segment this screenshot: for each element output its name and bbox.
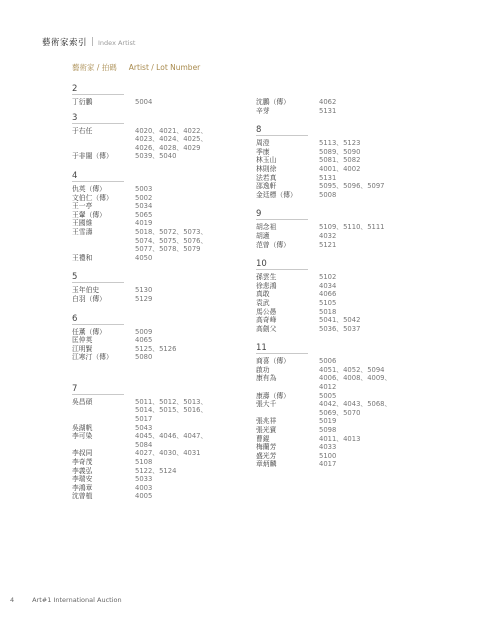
index-column-right: [256, 84, 426, 469]
artist-entry: [256, 325, 426, 334]
stroke-count-heading: 3: [72, 112, 78, 123]
lot-numbers: 5109、5110、5111: [319, 223, 385, 232]
stroke-count-heading: 2: [72, 84, 78, 94]
artist-entry: [256, 282, 426, 291]
artist-name: 季康: [256, 147, 270, 156]
lot-numbers: 4011、4013: [319, 434, 361, 443]
lot-numbers: 5019: [319, 417, 337, 426]
artist-entry: [72, 345, 222, 354]
artist-name: 白羽（傳）: [72, 294, 106, 303]
artist-name: 馬公愚: [256, 307, 277, 316]
stroke-count-heading: 11: [256, 343, 267, 354]
artist-entry: [256, 374, 426, 391]
artist-name: 高奇峰: [256, 316, 277, 325]
lot-numbers: 5006: [319, 357, 337, 366]
artist-entry: [72, 211, 222, 220]
stroke-count-heading: 9: [256, 209, 262, 220]
artist-entry: [72, 202, 222, 211]
artist-name: 高劍父: [256, 324, 277, 333]
lot-numbers: 5089、5090: [319, 147, 361, 156]
artist-name: 江明賢: [72, 344, 93, 353]
artist-entry: [72, 458, 222, 467]
header-title-en: Index Artist: [98, 39, 136, 47]
artist-entry: [256, 357, 426, 366]
lot-numbers: 4020、4021、4022、 4023、4024、4025、 4026、4028、4029: [135, 126, 208, 152]
artist-entry: [256, 148, 426, 157]
lot-numbers: 5130: [135, 286, 153, 295]
lot-numbers: 5121: [319, 240, 337, 249]
artist-entry: [72, 424, 222, 433]
artist-name: 康有為: [256, 374, 277, 383]
heading-rule: [256, 269, 308, 270]
stroke-count-heading: 4: [72, 170, 78, 181]
artist-entry: [256, 232, 426, 241]
artist-entry: [72, 328, 222, 337]
lot-numbers: 4005: [135, 492, 153, 501]
lot-numbers: 5105: [319, 298, 337, 307]
artist-entry: [256, 426, 426, 435]
lot-numbers: 5005: [319, 391, 337, 400]
artist-entry: [256, 308, 426, 317]
lot-numbers: 4042、4043、5068、 5069、5070: [319, 400, 392, 417]
lot-numbers: 5002: [135, 193, 153, 202]
artist-name: 邵逸軒: [256, 182, 277, 191]
lot-numbers: 4017: [319, 460, 337, 469]
artist-name: 金廷標（傳）: [256, 190, 297, 199]
column-header-zh: 藝術家 / 拍碼: [72, 63, 117, 72]
artist-name: 胡適: [256, 231, 270, 240]
lot-numbers: 4034: [319, 281, 337, 290]
artist-entry: [256, 290, 426, 299]
lot-numbers: 4032: [319, 231, 337, 240]
artist-entry: [256, 273, 426, 282]
lot-numbers: 5041、5042: [319, 316, 361, 325]
artist-name: 于非闇（傳）: [72, 152, 113, 161]
index-group: [256, 125, 426, 199]
artist-entry: [256, 223, 426, 232]
artist-entry: [72, 219, 222, 228]
lot-numbers: 5098: [319, 426, 337, 435]
lot-numbers: 4006、4008、4009、 4012: [319, 374, 392, 392]
artist-name: 胡念祖: [256, 223, 277, 232]
artist-entry: [256, 107, 426, 116]
stroke-count-heading: 8: [256, 125, 262, 136]
lot-numbers: 5100: [319, 451, 337, 460]
artist-name: 李奇茂: [72, 458, 93, 467]
heading-rule: [72, 324, 124, 325]
artist-entry: [72, 286, 222, 295]
artist-entry: [72, 185, 222, 194]
artist-entry: [256, 460, 426, 469]
artist-entry: [256, 165, 426, 174]
lot-numbers: 5065: [135, 210, 153, 219]
artist-entry: [256, 191, 426, 200]
artist-name: 吳昌碩: [72, 397, 93, 406]
artist-entry: [72, 98, 222, 107]
artist-entry: [72, 398, 222, 424]
artist-name: 章炳麟: [256, 460, 277, 469]
artist-name: 吳湖帆: [72, 423, 93, 432]
artist-entry: [256, 139, 426, 148]
lot-numbers: 4050: [135, 253, 153, 262]
index-group: [256, 259, 426, 333]
stroke-count-heading: 7: [72, 383, 78, 394]
lot-numbers: 4065: [135, 336, 153, 345]
lot-numbers: 5034: [135, 202, 153, 211]
artist-entry: [256, 98, 426, 107]
artist-name: 王一亭: [72, 202, 93, 211]
heading-rule: [72, 181, 124, 182]
index-group: [72, 171, 222, 262]
lot-numbers: 5036、5037: [319, 324, 361, 333]
artist-name: 辛芽: [256, 106, 270, 115]
lot-numbers: 5129: [135, 294, 153, 303]
artist-entry: [72, 295, 222, 304]
lot-numbers: 5081、5082: [319, 156, 361, 165]
lot-numbers: 4027、4030、4031: [135, 449, 201, 458]
artist-name: 張兆祥: [256, 417, 277, 426]
lot-numbers: 4045、4046、4047、 5084: [135, 432, 208, 449]
artist-name: 匡仲英: [72, 336, 93, 345]
index-group: [72, 84, 222, 107]
heading-rule: [72, 282, 124, 283]
index-group: [72, 314, 222, 362]
lot-numbers: 5108: [135, 458, 153, 467]
artist-name: 曹錕: [256, 434, 270, 443]
artist-name: 玉年伯史: [72, 286, 100, 295]
artist-name: 文伯仁（傳）: [72, 193, 113, 202]
artist-name: 康壽（傳）: [256, 391, 290, 400]
page-header: [42, 30, 136, 48]
artist-name: 法若真: [256, 173, 277, 182]
lot-numbers: 5122、5124: [135, 466, 177, 475]
artist-entry: [256, 174, 426, 183]
artist-name: 王雪濤: [72, 227, 93, 236]
column-header-en: Artist / Lot Number: [128, 63, 201, 72]
artist-entry: [256, 366, 426, 375]
lot-numbers: 4051、4052、5094: [319, 365, 385, 374]
index-group: [72, 113, 222, 161]
artist-entry: [256, 417, 426, 426]
artist-entry: [256, 392, 426, 401]
artist-entry: [256, 435, 426, 444]
artist-name: 啟功: [256, 365, 270, 374]
artist-name: 仇英（傳）: [72, 184, 106, 193]
lot-numbers: 5004: [135, 98, 153, 106]
heading-rule: [256, 353, 308, 354]
artist-name: 李叔同: [72, 449, 93, 458]
header-divider: [92, 37, 93, 46]
lot-numbers: 5102: [319, 273, 337, 282]
lot-numbers: 4033: [319, 443, 337, 452]
stroke-count-heading: 5: [72, 272, 78, 283]
artist-entry: [72, 432, 222, 449]
stroke-count-heading: 10: [256, 259, 267, 270]
artist-name: 張大千: [256, 400, 277, 409]
index-column-left: [72, 84, 222, 501]
index-group: [72, 384, 222, 501]
artist-entry: [72, 353, 222, 362]
artist-entry: [256, 156, 426, 165]
lot-numbers: 5018、5072、5073、 5074、5075、5076、 5077、5078、5079: [135, 227, 208, 254]
artist-entry: [256, 241, 426, 250]
artist-name: 王翬（傳）: [72, 210, 106, 219]
artist-name: 范曾（傳）: [256, 240, 290, 249]
artist-entry: [72, 254, 222, 263]
lot-numbers: 5095、5096、5097: [319, 182, 385, 191]
artist-entry: [72, 336, 222, 345]
lot-numbers: 5039、5040: [135, 152, 177, 161]
artist-entry: [72, 492, 222, 501]
artist-name: 于右任: [72, 126, 93, 135]
artist-entry: [72, 228, 222, 254]
artist-entry: [72, 475, 222, 484]
lot-numbers: 5008: [319, 190, 337, 199]
lot-numbers: 4066: [319, 290, 337, 299]
artist-name: 任薰（傳）: [72, 327, 106, 336]
artist-name: 袁武: [256, 298, 270, 307]
artist-name: 商喜（傳）: [256, 357, 290, 366]
artist-entry: [72, 467, 222, 476]
lot-numbers: 5131: [319, 173, 337, 182]
artist-name: 王國維: [72, 219, 93, 228]
heading-rule: [256, 135, 308, 136]
artist-entry: [256, 400, 426, 417]
heading-rule: [256, 219, 308, 220]
lot-numbers: 5003: [135, 184, 153, 193]
artist-name: 盛光芳: [256, 451, 277, 460]
page-number: 4: [10, 596, 15, 604]
lot-numbers: 5080: [135, 353, 153, 362]
artist-entry: [256, 182, 426, 191]
index-group: [256, 98, 426, 115]
artist-name: 林玉山: [256, 156, 277, 165]
lot-numbers: 5009: [135, 327, 153, 336]
artist-name: 孫雲生: [256, 273, 277, 282]
artist-entry: [72, 152, 222, 161]
artist-entry: [72, 127, 222, 153]
heading-rule: [72, 94, 124, 95]
artist-entry: [256, 299, 426, 308]
lot-numbers: 5131: [319, 106, 337, 115]
lot-numbers: 5033: [135, 475, 153, 484]
artist-entry: [72, 194, 222, 203]
artist-name: 徐悲鴻: [256, 281, 277, 290]
artist-name: 江寒汀（傳）: [72, 353, 113, 362]
lot-numbers: 5011、5012、5013、 5014、5015、5016、 5017: [135, 397, 208, 424]
artist-name: 李義弘: [72, 466, 93, 475]
index-group: [72, 272, 222, 303]
artist-entry: [256, 452, 426, 461]
lot-numbers: 4062: [319, 98, 337, 106]
artist-name: 真敢: [256, 290, 270, 299]
artist-name: 林則徐: [256, 164, 277, 173]
artist-name: 李可染: [72, 432, 93, 441]
artist-entry: [72, 449, 222, 458]
index-group: [256, 209, 426, 249]
column-header: [72, 62, 200, 73]
artist-name: 周澄: [256, 139, 270, 148]
artist-name: 丁衍鵬: [72, 98, 93, 106]
artist-name: 梅蘭芳: [256, 443, 277, 452]
artist-name: 張光賓: [256, 426, 277, 435]
lot-numbers: 5125、5126: [135, 344, 177, 353]
artist-entry: [72, 484, 222, 493]
lot-numbers: 4003: [135, 483, 153, 492]
artist-name: 沈鵬（傳）: [256, 98, 290, 106]
stroke-count-heading: 6: [72, 313, 78, 324]
lot-numbers: 5113、5123: [319, 139, 361, 148]
lot-numbers: 5043: [135, 423, 153, 432]
heading-rule: [72, 394, 124, 395]
lot-numbers: 4001、4002: [319, 164, 361, 173]
heading-rule: [72, 123, 124, 124]
artist-name: 李瑞安: [72, 475, 93, 484]
lot-numbers: 4019: [135, 219, 153, 228]
artist-entry: [256, 443, 426, 452]
header-title-zh: 藝術家索引: [42, 38, 88, 48]
lot-numbers: 5018: [319, 307, 337, 316]
index-group: [256, 343, 426, 469]
artist-name: 沈曾植: [72, 492, 93, 501]
artist-name: 王禮和: [72, 253, 93, 262]
artist-name: 李鴻章: [72, 483, 93, 492]
artist-entry: [256, 316, 426, 325]
publisher-name: Art#1 International Auction: [32, 596, 122, 604]
page-footer: [10, 596, 122, 604]
